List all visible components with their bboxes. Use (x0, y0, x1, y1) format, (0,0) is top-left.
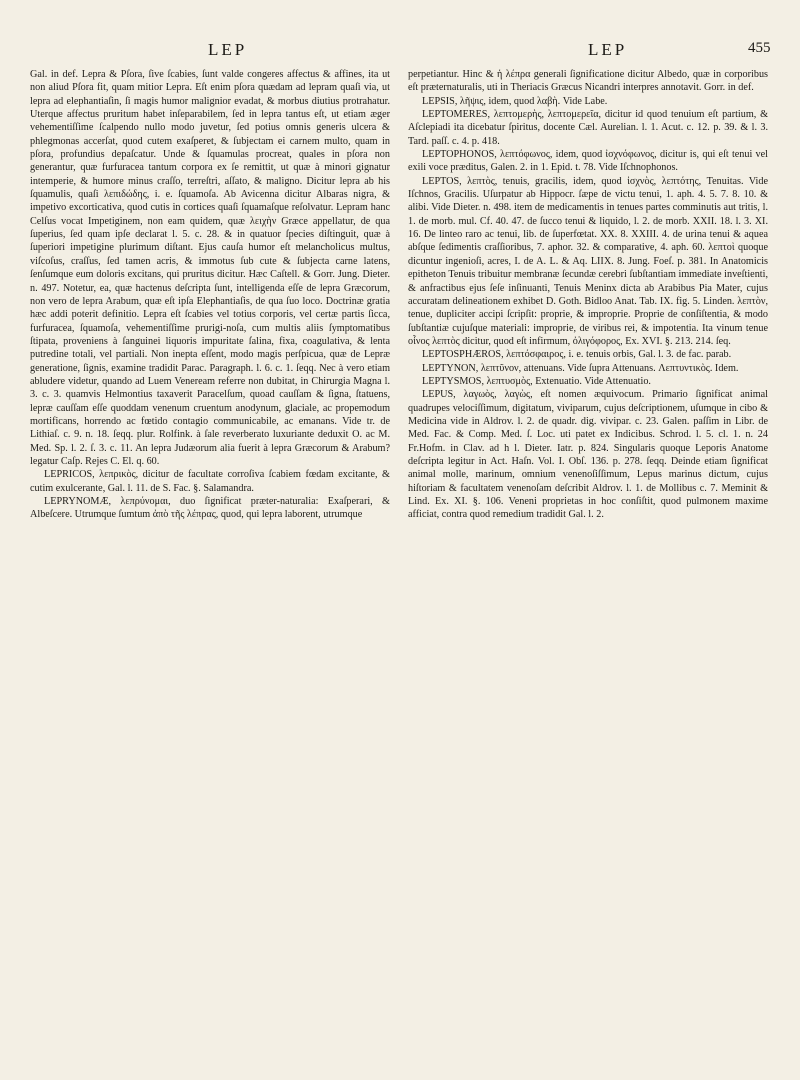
entry-leptomeres: LEPTOMERES, λεπτομερὴς, λεπτομερεῖα, dicitur id quod tenuium eſt partium, & Aſclepiadi ita dicebatur ſpiritus, docente Cæl. Aurelian. l. 1. Acut. c. 12. p. 39. & l. 3. Tard. paſſ. c. 4. p. 418. (408, 109, 768, 147)
entry-lepus: LEPUS, λαγωὸς, λαγὼς, eſt nomen æquivocum. Primario ſignificat animal quadrupes velociſſimum, digitatum, viviparum, cujus deſcriptionem, uſumque in cibo & Medicina vide in Aldrov. l. 2. de quadr. dig. vivipar. c. 23. Galen. paſſim in Libr. de Med. Fac. & Comp. Med. ſ. Loc. uti patet ex Indicibus. Schrod. l. 5. cl. 1. n. 24 Fr.Hofm. in Clav. ad h l. Dieter. Iatr. p. 824. Singularis quoque Leporis Anatome deſcripta legitur in Act. Haſn. Vol. I. Obſ. 136. p. 278. ſeqq. Deinde etiam ſignificat animal molle, marinum, omnium venenoſiſſimum, Lepus marinus dictum, cujus hiſtoriam & facultatem venenoſam deſcribit Aldrov. l. 1. de Mollibus c. 7. Meminit & Lind. Ex. XI. §. 106. Veneni proprietas in hoc conſiſtit, quod pulmonem maxime afficiat, contra quod remedium tradidit Gal. l. 2. (408, 389, 768, 521)
left-column (30, 68, 390, 522)
entry-lepricos: LEPRICOS, λεπρικὸς, dicitur de facultate corroſiva ſcabiem fœdam excitante, & cutim exulcerante, Gal. l. 11. de S. Fac. §. Salamandra. (30, 469, 390, 494)
entry-leprynomae: LEPRYNOMÆ, λεπρύνομαι, duo ſignificat præter-naturalia: Exaſperari, & Albeſcere. Utrumque ſumtum ἀπὸ τῆς λέπρας, quod, qui lepra laborent, utrumque (30, 496, 390, 521)
entry-lepra-continued: Gal. in def. Lepra & Pſora, ſive ſcabies, ſunt valde congeres affectus & affines, ita ut non aliud Pſora fit, quam mitior Lepra. Eſt enim pſora quædam ad lepram quaſi via, ut lepra ad elephantiaſin, ſi magis humor malignior evadat, & morbus diutius protrahatur. Uterque affectus pruritum habet inſeparabilem, ſed in lepra tantus eſt, ut etiam æger vehementiſſime ſcalpendo nullo modo juvetur, ſed potius omnis generis ulcera & phlegmonas accerſat, quod cutem exaſperet, & ſubjectam ei carnem multo, quam in pſora, profundius depaſcatur. Unde & ſquamulas procreat, quales in pſora non generantur, quæ furfuracea tantum corpora ex ſe remittit, ut quæ à minori gignatur intemperie, & humore minus craſſo, terreſtri, aſſato, & maligno. Dicitur lepra ab his ſquamulis, quaſi λεπιδώδης, i. e. ſquamoſa. Ab Avicenna dicitur Albaras nigra, & impetivo excorticativa, quod cutis in cortices quaſi ſquamaſque reſolvatur. Lepram hanc Celſus vocat Impetiginem, non eam quidem, quæ λειχὴν Græce appellatur, de qua ſuperius, ſed quam ipſe declarat l. 5. c. 28. & in quatuor ſpecies diſtinguit, quæ à ſuperiori impetigine plurimum diſtant. Ejus cauſa humor eſt melancholicus multus, viſcoſus, craſſus, ſed tamen acris, & immotus ſub cute & ſubjecta carne latens, ſenſumque eum doloris excitans, qui pruritus dicitur. Hæc Caſtell. & Gorr. Jung. Dieter. n. 497. Notetur, ea, quæ hactenus deſcripta ſunt, intelligenda eſſe de lepra Græcorum, non vero de lepra Arabum, quæ eſt ipſa Elephantiaſis, de qua ſuo loco. Doctrinæ gratia hæc addi poterit definitio. Lepra eſt ſcabies vel totius corporis, vel certæ partis ſicca, furfuracea, ſquamoſa, vehementiſſime prurigi-noſa, cum multis aliis ſymptomatibus ſtipata, proveniens à ſanguinei liquoris impuritate ſalina, fixa, coagulativa, & lenta putredine totali, vel partiali. Non inepta eſſent, modo magis perſpicua, quæ de Lepræ generatione, ſignis, examine tradidit Parac. Paragraph. l. 6. c. 1. ſeqq. Nec à vero etiam abludere videtur, quando ad Luem Veneream referre non dubitat, in Chirurgia Magna l. 3. c. 3. quamvis Helmontius taxaverit Paracelſum, quoad cauſſam & ſigna, ſtatuens, lepræ cauſſam eſſe quoddam venenum cruentum anodynum, glaciale, ac propemodum mortificans, horrendo ac fœtido contagio communicabile, ac emanans. Vide tr. de Lithiaſ. c. 9. n. 18. ſeqq. plur. Rolfink. à ſale reverberato luxuriante deduxit O. ac M. Med. Sp. l. 2. ſ. 3. c. 11. An lepra Judæorum alia fuerit à lepra Græcorum & Arabum? legatur Caſp. Rejes C. El. q. 60. (30, 69, 390, 467)
right-column (408, 68, 768, 522)
entry-leptysmos: LEPTYSMOS, λεπτυσμὸς, Extenuatio. Vide Attenuatio. (422, 375, 651, 387)
right-running-head: LEP (588, 40, 628, 59)
page-number: 455 (748, 40, 771, 56)
entry-leptosphaeros: LEPTOSPHÆROS, λεπτόσφαιρος, i. e. tenuis orbis, Gal. l. 3. de fac. parab. (422, 349, 732, 361)
running-head (0, 40, 800, 64)
entry-lepsis: LEPSIS, λῆψις, idem, quod λαβὴ. Vide Labe. (422, 95, 608, 107)
entry-leptynon: LEPTYNON, λεπτῦνον, attenuans. Vide ſupra Attenuans. Λεπτυντικὸς. Idem. (422, 362, 739, 374)
left-running-head: LEP (208, 40, 248, 59)
entry-leptos: LEPTOS, λεπτὸς, tenuis, gracilis, idem, quod ἰσχνὸς, λεπτότης, Tenuitas. Vide Iſchnos, Gracilis. Uſurpatur ab Hippocr. ſæpe de victu tenui, 1. aph. 4. 5. 7. 8. 10. & alibi. Vide Dieter. n. 498. item de medicamentis in tenues partes comminutis aut tritis, l. 1. de morb. mul. Cf. 40. 47. de ſucco tenui & liquido, l. 2. de morb. XXII. 18. l. 3. XI. 16. De linteo raro ac tenui, lib. de ſuperfœtat. XX. 8. XXIII. 4. de urina tenui & aquea abſque ſedimentis craſſioribus, 7. aphor. 32. & comparative, 4. aph. 60. λεπτοὶ quoque dicuntur ingenioſi, acres, I. de A. L. & Aq. LIIX. 8. Jung. Foeſ. p. 381. In Anatomicis epitheton Tenuis tribuitur membranæ ſecundæ cerebri ſubſtantiam immediate inveſtienti, & anfractibus ejus ſeſe inſinuanti, Tenuis Meninx dicta ab Arabibus Pia Mater, cujus accuratam delineationem exhibet D. Goth. Bidloo Anat. Tab. IX. fig. 5. Linden. λεπτὸν, tenue, dupliciter accipi ſcripſit: proprie, & improprie. Proprie de conſiſtentia, & modo ſubſtantiæ cujuſque materiali: improprie, de viribus rei, & impotentia. Ita vinum tenue οἶνος λεπτὸς dicitur, quod eſt infirmum, ὀλιγόφορος, Ex. XVI. §. 213. 214. ſeq. (408, 175, 768, 347)
entry-leptophonos: LEPTOPHONOS, λεπτόφωνος, idem, quod ἰσχνόφωνος, dicitur is, qui eſt tenui vel exili voce præditus, Galen. 2. in 1. Epid. t. 78. Vide Iſchnophonos. (408, 149, 768, 174)
entry-leprynomae-continued: perpetiantur. Hinc & ἡ λέπρα generali ſignificatione dicitur Albedo, quæ in corporibus eſt præternaturalis, uti in Theriacis Græcus Nicandri interpres annotavit. Gorr. in def. (408, 69, 768, 94)
